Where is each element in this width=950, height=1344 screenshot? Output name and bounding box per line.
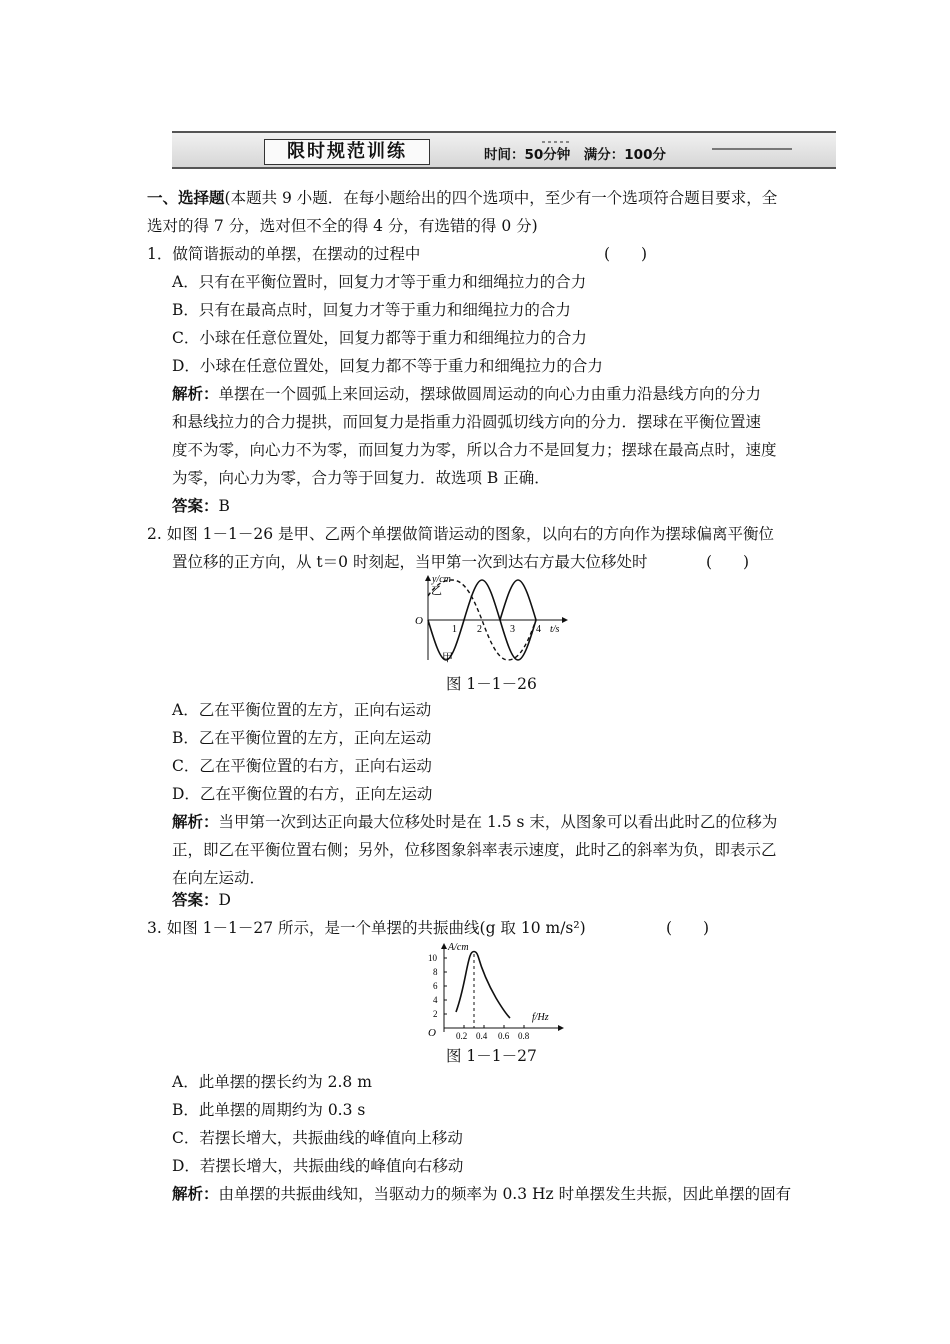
q1-option-a: A．只有在平衡位置时，回复力才等于重力和细绳拉力的合力 [172,273,587,291]
curve-label-jia: 甲 [442,652,453,664]
x-tick-0-6: 0.6 [498,1031,510,1040]
q1-stem: 1．做简谐振动的单摆，在摆动的过程中 [147,245,421,263]
q3-option-d: D．若摆长增大，共振曲线的峰值向右移动 [172,1157,464,1175]
q2-analysis-line3: 在向左运动． [172,869,266,887]
q2-option-d: D．乙在平衡位置的右方，正向左运动 [172,785,433,803]
q2-analysis-text1: 当甲第一次到达正向最大位移处时是在 1.5 s 末，从图象可以看出此时乙的位移为 [218,813,778,831]
q1-answer-value: B [218,497,230,515]
x-tick-0-8: 0.8 [518,1031,530,1040]
x-tick-0-4: 0.4 [476,1031,488,1040]
q2-analysis-line2: 正，即乙在平衡位置右侧；另外，位移图象斜率表示速度，此时乙的斜率为负，即表示乙 [172,841,777,859]
y-tick-6: 6 [433,981,438,991]
section-intro-text1: (本题共 9 小题．在每小题给出的四个选项中，至少有一个选项符合题目要求，全 [224,189,778,207]
x-axis-label-27: f/Hz [532,1012,549,1023]
y-tick-2: 2 [433,1009,438,1019]
q3-option-a: A．此单摆的摆长约为 2.8 m [172,1073,372,1091]
x-tick-0-2: 0.2 [456,1031,468,1040]
q1-analysis-line4: 为零，向心力为零，合力等于回复力．故选项 B 正确． [172,469,550,487]
x-tick-4: 4 [536,624,541,635]
figure-1-1-26 [412,572,572,668]
q2-answer-value: D [218,891,231,909]
origin-label-27: O [428,1027,436,1039]
q3-answer-paren: ( ) [666,919,710,937]
q1-analysis-line3: 度不为零，向心力不为零，而回复力为零，所以合力不是回复力；摆球在最高点时，速度 [172,441,777,459]
figure-1-1-27-caption: 图 1－1－27 [446,1047,537,1065]
x-tick-2: 2 [477,624,482,635]
q1-analysis-label: 解析： [172,384,219,403]
q1-option-b: B．只有在最高点时，回复力才等于重力和细绳拉力的合力 [172,301,571,319]
q1-analysis-line1 [172,384,761,404]
q2-option-b: B．乙在平衡位置的左方，正向左运动 [172,729,432,747]
q3-analysis-text1: 由单摆的共振曲线知，当驱动力的频率为 0.3 Hz 时单摆发生共振，因此单摆的固有 [218,1185,792,1203]
q3-analysis-label: 解析： [172,1184,219,1203]
q1-answer-paren: ( ) [604,245,648,263]
q1-option-d: D．小球在任意位置处，回复力都不等于重力和细绳拉力的合力 [172,357,603,375]
q2-answer [172,890,231,910]
y-tick-8: 8 [433,967,438,977]
q1-option-c: C．小球在任意位置处，回复力都等于重力和细绳拉力的合力 [172,329,587,347]
figure-1-1-26-caption: 图 1－1－26 [446,675,537,693]
x-tick-3: 3 [510,624,515,635]
origin-label: O [415,615,423,627]
q2-answer-paren: ( ) [706,553,750,571]
q2-answer-label: 答案： [172,890,219,909]
q2-option-c: C．乙在平衡位置的右方，正向右运动 [172,757,432,775]
q1-answer [172,496,230,516]
q2-stem-line2: 置位移的正方向，从 t＝0 时刻起，当甲第一次到达右方最大位移处时 [172,553,648,571]
q3-analysis-line1 [172,1184,791,1204]
q2-stem-line1: 2. 如图 1－1－26 是甲、乙两个单摆做简谐运动的图象，以向右的方向作为摆球偏离平衡位 [147,525,775,543]
y-axis-label-27: A/cm [448,942,469,953]
q3-option-c: C．若摆长增大，共振曲线的峰值向上移动 [172,1129,463,1147]
y-tick-4: 4 [433,995,438,1005]
x-axis-label: t/s [550,624,560,635]
section-intro-line2: 选对的得 7 分，选对但不全的得 4 分，有选错的得 0 分) [147,217,538,235]
resonance-curve [456,952,510,1019]
q3-stem: 3. 如图 1－1－27 所示，是一个单摆的共振曲线(g 取 10 m/s²) [147,919,586,937]
curve-label-yi: 乙 [431,585,442,597]
q2-analysis-label: 解析： [172,812,219,831]
y-axis-label: y/cm [432,574,451,585]
q3-option-b: B．此单摆的周期约为 0.3 s [172,1101,366,1119]
y-tick-10: 10 [428,953,437,963]
section-heading: 一、选择题 [147,188,225,207]
q1-analysis-text1: 单摆在一个圆弧上来回运动，摆球做圆周运动的向心力由重力沿悬线方向的分力 [218,385,762,403]
q1-answer-label: 答案： [172,496,219,515]
q2-analysis-line1 [172,812,777,832]
q1-analysis-line2: 和悬线拉力的合力提拱，而回复力是指重力沿圆弧切线方向的分力．摆球在平衡位置速 [172,413,762,431]
x-tick-1: 1 [452,624,457,635]
banner-title: 限时规范训练 [264,139,430,165]
header-banner [172,131,836,169]
q2-option-a: A．乙在平衡位置的左方，正向右运动 [172,701,432,719]
banner-time-score: 时间：50分钟 满分：100分 [484,147,666,163]
figure-1-1-27 [420,940,570,1040]
section-intro-line1 [147,188,777,208]
